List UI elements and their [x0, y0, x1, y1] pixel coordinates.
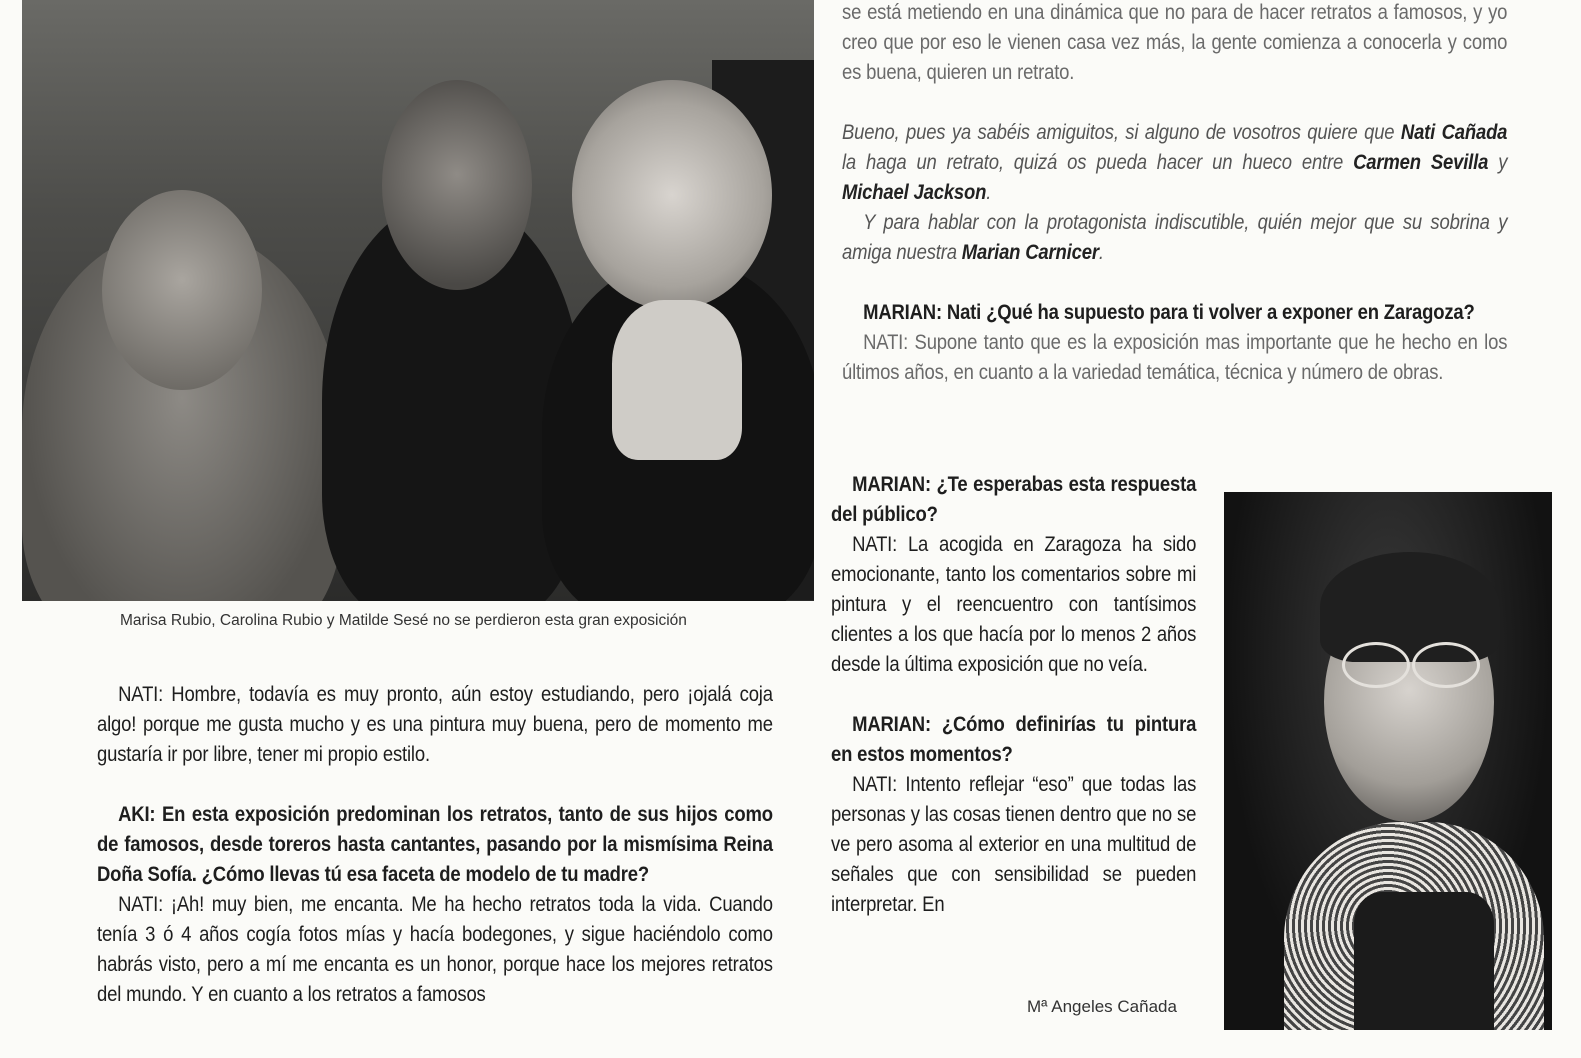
photo-collar-right	[612, 300, 742, 460]
intro-name-carmen: Carmen Sevilla	[1353, 151, 1489, 174]
answer-3: NATI: Intento reflejar “eso” que todas las personas y las cosas tienen dentro que no se ve pero asoma al exterior en una multitud de señales que con sensibilidad se pueden interpretar. En	[831, 773, 1197, 916]
portrait-credit: Mª Angeles Cañada	[1027, 997, 1177, 1016]
photo-face-middle	[382, 80, 532, 290]
glasses-icon	[1342, 642, 1410, 688]
intro-text: .	[986, 181, 992, 204]
glasses-icon-right	[1412, 642, 1480, 688]
question-3: MARIAN: ¿Cómo definirías tu pintura en estos momentos?	[831, 713, 1197, 766]
portrait-hair	[1320, 552, 1500, 662]
intro-text: .	[1098, 241, 1104, 264]
intro-text: la haga un retrato, quizá os pueda hacer un hueco entre	[842, 151, 1354, 174]
intro-name-michael: Michael Jackson	[842, 181, 987, 204]
intro-paragraph	[842, 118, 1507, 208]
answer-1: NATI: Supone tanto que es la exposición mas importante que he hecho en los últimos años, en cuanto a la variedad temática, técnica y número de obras.	[842, 331, 1508, 384]
portrait-dress	[1354, 892, 1494, 1030]
answer-aki: NATI: ¡Ah! muy bien, me encanta. Me ha hecho retratos toda la vida. Cuando tenía 3 ó 4 años cogía fotos mías y hacía bodegones, y sigue haciéndolo como habrás visto, pero a mí me encanta es un honor, porque hace los mejores retratos del mundo. Y en cuanto a los retratos a famosos	[97, 893, 773, 1006]
question-1: MARIAN: Nati ¿Qué ha supuesto para ti volver a exponer en Zaragoza?	[863, 301, 1475, 324]
portrait-photo	[1224, 492, 1552, 1030]
article-paragraph: se está metiendo en una dinámica que no para de hacer retratos a famosos, y yo creo que por eso le vienen casa vez más, la gente comienza a conocerla y como es buena, quieren un retrato.	[842, 1, 1508, 84]
right-column-top	[842, 0, 1507, 388]
photo-face-left	[102, 190, 262, 390]
answer-0: NATI: Hombre, todavía es muy pronto, aún estoy estudiando, pero ¡ojalá coja algo! porque me gusta mucho y es una pintura muy buena, pero de momento me gustaría ir por libre, tener mi propio estilo.	[97, 683, 773, 766]
intro-text: Bueno, pues ya sabéis amiguitos, si alguno de vosotros quiere que	[842, 121, 1401, 144]
left-column	[97, 680, 773, 1010]
photo-caption: Marisa Rubio, Carolina Rubio y Matilde Sesé no se perdieron esta gran exposición	[120, 612, 687, 629]
right-column-mid	[831, 470, 1196, 920]
question-2: MARIAN: ¿Te esperabas esta respuesta del público?	[831, 473, 1197, 526]
intro-paragraph-2	[842, 208, 1507, 268]
intro-text: Y para hablar con la protagonista indiscutible, quién mejor que su sobrina y amiga nuestra	[842, 211, 1508, 264]
answer-2: NATI: La acogida en Zaragoza ha sido emocionante, tanto los comentarios sobre mi pintura y el reencuentro con tantísimos clientes a los que hacía por lo menos 2 años desde la última exposición que no veía.	[831, 533, 1197, 676]
intro-name-nati: Nati Cañada	[1400, 121, 1508, 144]
main-photo	[22, 0, 814, 601]
intro-text: y	[1488, 151, 1508, 174]
question-aki: AKI: En esta exposición predominan los retratos, tanto de sus hijos como de famosos, desde toreros hasta cantantes, pasando por la mismísima Reina Doña Sofía. ¿Cómo llevas tú esa faceta de modelo de tu madre?	[97, 803, 773, 886]
intro-name-marian: Marian Carnicer	[961, 241, 1099, 264]
photo-face-right	[572, 80, 772, 310]
